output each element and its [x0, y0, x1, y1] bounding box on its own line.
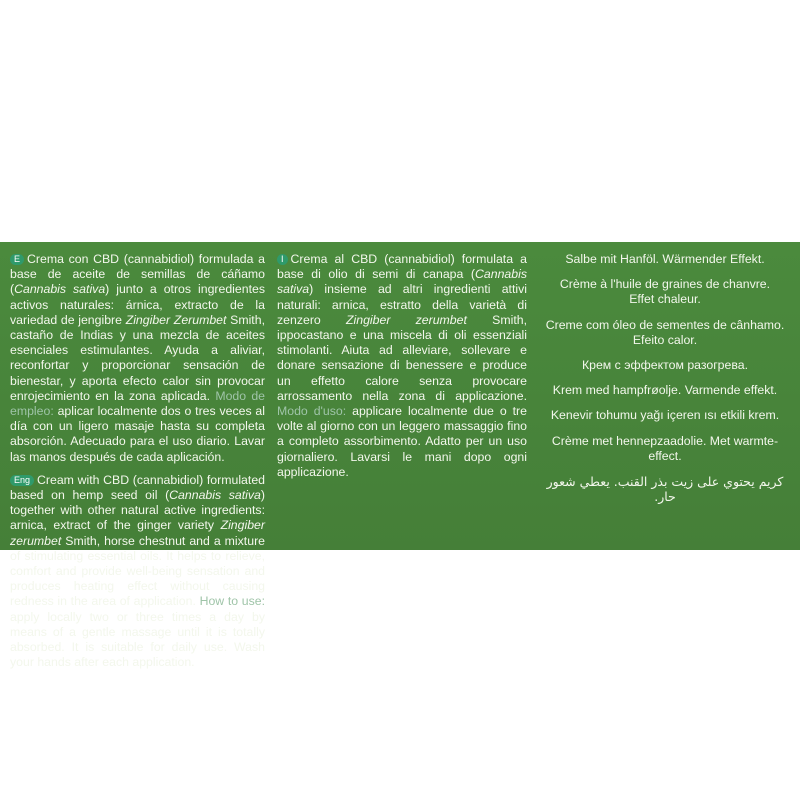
spanish-text-3: Smith, castaño de Indias y una mezcla de aceites esenciales estimulantes. Ayuda a aliviar, reconfortar y proporcionar sensación de bienestar, y aporta efecto calor sin provocar enrojecimiento en la zona aplicada. — [10, 312, 265, 403]
spanish-usage-label: Modo de empleo: — [10, 388, 266, 419]
italian-species-2: Zingiber zerumbet — [345, 312, 467, 327]
italian-species-1: Cannabis sativa — [277, 267, 527, 297]
english-species-1: Cannabis sativa — [169, 488, 261, 503]
norwegian-line: Krem med hampfrøolje. Varmende effekt. — [552, 383, 778, 398]
italian-text-1: Crema al CBD (cannabidiol) formulata a base di olio di semi di canapa ( — [277, 252, 527, 282]
portuguese-line-2: Efeito calor. — [632, 332, 698, 347]
french-line-1: Crème à l'huile de graines de chanvre. — [559, 277, 771, 292]
english-language-tag: Eng — [10, 475, 34, 486]
product-label-panel — [0, 242, 800, 670]
arabic-line: كريم يحتوي على زيت بذر القنب. يعطي شعور حار. — [546, 474, 784, 505]
column-3 — [540, 252, 790, 514]
spanish-description — [10, 252, 265, 465]
spanish-usage-text: aplicar localmente dos o tres veces al día con un ligero masaje hasta su completa absorción. Adecuado para el uso diario. Lavar las manos después de cada aplicación. — [10, 404, 265, 464]
spanish-species-2: Zingiber Zerumbet — [125, 312, 227, 327]
russian-line: Крем с эффектом разогрева. — [581, 358, 749, 373]
english-species-2: Zingiber zerumbet — [10, 518, 265, 548]
turkish-line: Kenevir tohumu yağı içeren ısı etkili krem. — [550, 408, 780, 423]
english-text-1: Cream with CBD (cannabidiol) formulated based on hemp seed oil ( — [10, 472, 265, 503]
english-usage-label: How to use: — [199, 594, 266, 609]
french-line-2: Effet chaleur. — [629, 292, 701, 307]
italian-text-2: ) insieme ad altri ingredienti attivi naturali: arnica, estratto della varietà di zenzero — [277, 282, 527, 327]
english-usage-text: apply locally two or three times a day by means of a gentle massage until it is totally absorbed. It is suitable for daily use. Wash your hands after each application. — [10, 609, 265, 670]
english-text-3: Smith, horse chestnut and a mixture of stimulating essential oils. It helps to relieve, comfort and provide well-being sensation and produces heating effect without causing redness in the area of application. — [10, 533, 265, 609]
italian-description — [277, 252, 527, 480]
column-2 — [277, 252, 527, 488]
spanish-language-tag: E — [10, 254, 24, 265]
german-line: Salbe mit Hanföl. Wärmender Effekt. — [565, 252, 765, 266]
italian-usage-text: applicare localmente due o tre volte al giorno con un leggero massaggio fino a completo assorbimento. Adatto per un uso giornaliero. Lavarsi le mani dopo ogni applicazione. — [277, 404, 527, 479]
english-description — [10, 473, 265, 671]
spanish-text-2: ) junto a otros ingredientes activos naturales: árnica, extracto de la variedad de jengibre — [10, 282, 265, 327]
italian-text-3: Smith, ippocastano e una miscela di oli essenziali stimolanti. Aiuta ad alleviare, sollevare e donare sensazione di benessere e produce un effetto calore senza provocare arrossamento nella zona di applicazione. — [277, 312, 527, 403]
spanish-species-1: Cannabis sativa — [14, 282, 106, 297]
portuguese-line-1: Creme com óleo de sementes de cânhamo. — [545, 317, 785, 332]
spanish-text-1: Crema con CBD (cannabidiol) formulada a base de aceite de semillas de cáñamo ( — [10, 252, 265, 297]
english-text-2: ) together with other natural active ingredients: arnica, extract of the ginger variety — [10, 488, 265, 533]
french-lines — [540, 277, 790, 307]
portuguese-lines — [540, 318, 790, 348]
italian-usage-label: Modo d'uso: — [277, 404, 347, 419]
dutch-line: Crème met hennepzaadolie. Met warmte-effect. — [551, 433, 779, 463]
italian-language-tag: I — [277, 254, 288, 265]
column-1 — [10, 252, 265, 678]
